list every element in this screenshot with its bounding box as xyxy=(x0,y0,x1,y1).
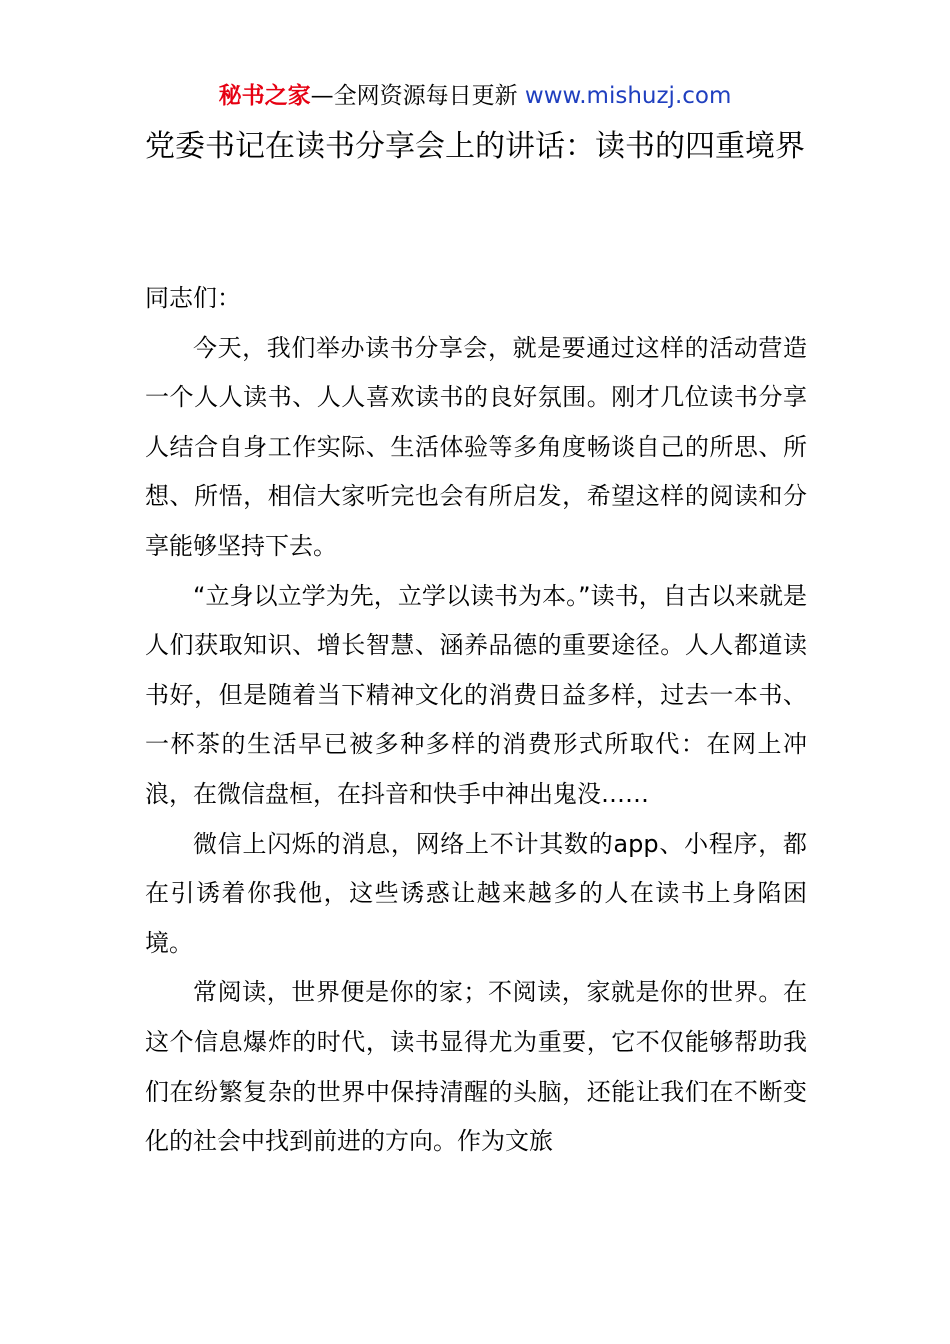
site-tagline: —全网资源每日更新 xyxy=(310,83,518,109)
document-body xyxy=(145,274,807,1167)
paragraph-1: 今天，我们举办读书分享会，就是要通过这样的活动营造一个人人读书、人人喜欢读书的良好氛围。刚才几位读书分享人结合自身工作实际、生活体验等多角度畅谈自己的所思、所想、所悟，相信大家听完也会有所启发，希望这样的阅读和分享能够坚持下去。 xyxy=(145,333,807,560)
document-title: 党委书记在读书分享会上的讲话：读书的四重境界 xyxy=(145,129,805,164)
salutation: 同志们： xyxy=(145,284,241,312)
paragraph-3: 微信上闪烁的消息，网络上不计其数的app、小程序，都在引诱着你我他，这些诱惑让越来越多的人在读书上身陷困境。 xyxy=(145,829,807,957)
site-header xyxy=(0,80,950,112)
paragraph-2: “立身以立学为先，立学以读书为本。”读书，自古以来就是人们获取知识、增长智慧、涵养品德的重要途径。人人都道读书好，但是随着当下精神文化的消费日益多样，过去一本书、一杯茶的生活早已被多种多样的消费形式所取代：在网上冲浪，在微信盘桓，在抖音和快手中神出鬼没…… xyxy=(145,581,807,808)
site-brand: 秘书之家 xyxy=(218,83,311,109)
paragraph-4: 常阅读，世界便是你的家；不阅读，家就是你的世界。在这个信息爆炸的时代，读书显得尤为重要，它不仅能够帮助我们在纷繁复杂的世界中保持清醒的头脑，还能让我们在不断变化的社会中找到前进的方向。作为文旅 xyxy=(145,978,807,1156)
site-url-link[interactable]: www.mishuzj.com xyxy=(524,83,732,109)
